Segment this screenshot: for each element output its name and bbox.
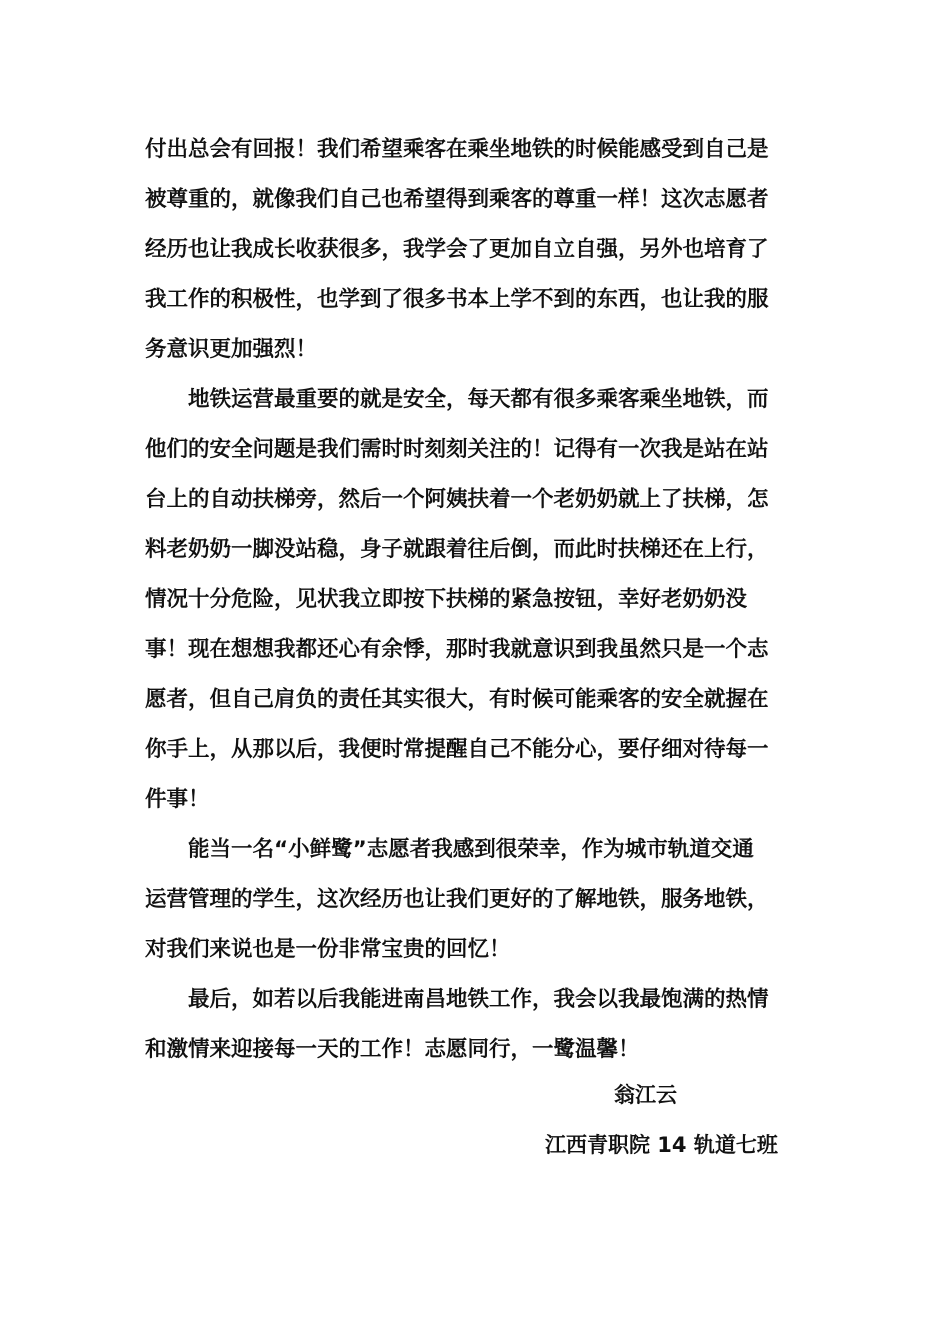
text-line: 运营管理的学生，这次经历也让我们更好的了解地铁，服务地铁，: [145, 887, 769, 912]
text-line: 务意识更加强烈！: [145, 337, 318, 362]
text-line: 他们的安全问题是我们需时时刻刻关注的！记得有一次我是站在站: [145, 437, 769, 462]
text-line: 件事！: [145, 787, 210, 812]
text-line: 我工作的积极性，也学到了很多书本上学不到的东西，也让我的服: [145, 287, 769, 312]
text-line: 经历也让我成长收获很多，我学会了更加自立自强，另外也培育了: [145, 237, 769, 262]
text-line: 被尊重的，就像我们自己也希望得到乘客的尊重一样！这次志愿者: [145, 187, 769, 212]
text-line: 付出总会有回报！我们希望乘客在乘坐地铁的时候能感受到自己是: [145, 137, 769, 162]
text-line: 对我们来说也是一份非常宝贵的回忆！: [145, 937, 511, 962]
text-line: 料老奶奶一脚没站稳，身子就跟着往后倒，而此时扶梯还在上行，: [145, 537, 769, 562]
signature-name: 翁江云: [614, 1083, 677, 1107]
text-line: 事！现在想想我都还心有余悸，那时我就意识到我虽然只是一个志: [145, 637, 769, 662]
text-line: 台上的自动扶梯旁，然后一个阿姨扶着一个老奶奶就上了扶梯，怎: [145, 487, 769, 512]
text-line: 和激情来迎接每一天的工作！志愿同行，一鹭温馨！: [145, 1037, 640, 1062]
text-line: 地铁运营最重要的就是安全，每天都有很多乘客乘坐地铁，而: [188, 387, 769, 412]
text-line: 愿者，但自己肩负的责任其实很大，有时候可能乘客的安全就握在: [145, 687, 769, 712]
text-line: 最后，如若以后我能进南昌地铁工作，我会以我最饱满的热情: [188, 987, 769, 1012]
body-text: [145, 125, 805, 1075]
text-line: 你手上，从那以后，我便时常提醒自己不能分心，要仔细对待每一: [145, 737, 769, 762]
text-line: 能当一名“小鲜鹭”志愿者我感到很荣幸，作为城市轨道交通: [188, 837, 754, 862]
text-line: 情况十分危险，见状我立即按下扶梯的紧急按钮，幸好老奶奶没: [145, 587, 748, 612]
signature-affiliation: 江西青职院 14 轨道七班: [545, 1133, 778, 1157]
